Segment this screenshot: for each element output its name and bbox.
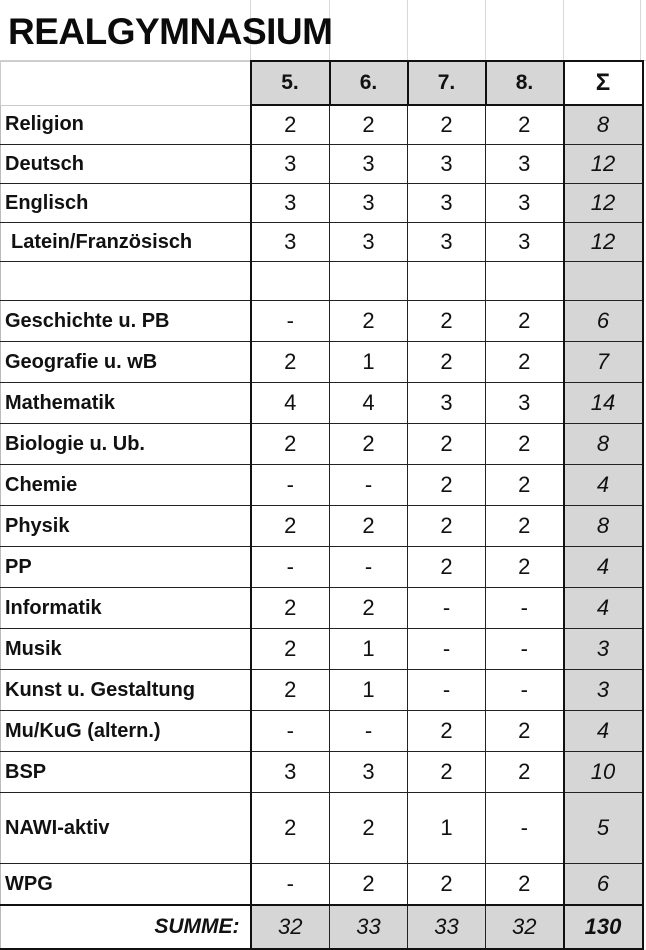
sum-cell[interactable]: 8 — [564, 506, 643, 547]
totals-label[interactable]: SUMME: — [1, 905, 251, 949]
table-row — [1, 184, 643, 223]
hours-cell[interactable]: - — [251, 301, 330, 342]
hours-cell[interactable]: 3 — [486, 145, 564, 184]
hours-cell[interactable]: 2 — [486, 752, 564, 793]
table-row — [1, 752, 643, 793]
hours-cell[interactable]: 2 — [486, 465, 564, 506]
subject-cell[interactable]: Kunst u. Gestaltung — [1, 670, 251, 711]
hours-cell[interactable]: 2 — [330, 301, 408, 342]
table-row — [1, 383, 643, 424]
grand-total-cell[interactable]: 130 — [564, 905, 643, 949]
sheet-title: REALGYMNASIUM — [8, 11, 333, 52]
hours-cell[interactable] — [251, 262, 330, 301]
hours-cell[interactable]: 3 — [330, 752, 408, 793]
hours-cell[interactable]: - — [251, 465, 330, 506]
hours-cell[interactable]: 2 — [251, 506, 330, 547]
hours-cell[interactable]: 3 — [486, 223, 564, 262]
total-cell[interactable]: 32 — [486, 905, 564, 949]
sum-cell[interactable]: 5 — [564, 793, 643, 864]
sum-cell[interactable]: 10 — [564, 752, 643, 793]
hours-cell[interactable]: 3 — [330, 145, 408, 184]
subject-cell[interactable]: Geografie u. wB — [1, 342, 251, 383]
hours-cell[interactable]: 3 — [330, 223, 408, 262]
hours-cell[interactable]: - — [251, 711, 330, 752]
hours-cell[interactable] — [486, 262, 564, 301]
table-row — [1, 262, 643, 301]
table-row — [1, 711, 643, 752]
hours-cell[interactable]: 2 — [408, 752, 486, 793]
hours-cell[interactable]: - — [251, 547, 330, 588]
sum-cell[interactable]: 4 — [564, 711, 643, 752]
hours-cell[interactable]: 3 — [251, 752, 330, 793]
timetable — [0, 60, 644, 950]
hours-cell[interactable]: - — [330, 547, 408, 588]
subject-cell[interactable]: Deutsch — [1, 145, 251, 184]
hours-cell[interactable]: 2 — [251, 793, 330, 864]
hours-cell[interactable]: - — [408, 629, 486, 670]
hours-cell[interactable]: 2 — [486, 105, 564, 145]
subject-cell[interactable]: Latein/Französisch — [1, 223, 251, 262]
subject-cell[interactable]: BSP — [1, 752, 251, 793]
sum-cell[interactable]: 12 — [564, 145, 643, 184]
hours-cell[interactable]: 2 — [251, 629, 330, 670]
hours-cell[interactable]: 3 — [251, 145, 330, 184]
subject-cell[interactable]: Englisch — [1, 184, 251, 223]
grade-header[interactable]: 5. — [251, 61, 330, 105]
table-row — [1, 670, 643, 711]
hours-cell[interactable] — [408, 262, 486, 301]
table-row — [1, 342, 643, 383]
sum-cell[interactable]: 7 — [564, 342, 643, 383]
sum-cell[interactable] — [564, 262, 643, 301]
subject-cell[interactable]: Chemie — [1, 465, 251, 506]
table-row — [1, 864, 643, 906]
sum-cell[interactable]: 12 — [564, 223, 643, 262]
sum-cell[interactable]: 3 — [564, 670, 643, 711]
hours-cell[interactable]: - — [408, 588, 486, 629]
hours-cell[interactable]: 2 — [251, 670, 330, 711]
hours-cell[interactable]: 2 — [251, 105, 330, 145]
sum-cell[interactable]: 8 — [564, 105, 643, 145]
sum-cell[interactable]: 8 — [564, 424, 643, 465]
table-row — [1, 629, 643, 670]
grade-header[interactable]: 6. — [330, 61, 408, 105]
sum-header[interactable]: Σ — [564, 61, 643, 105]
hours-cell[interactable]: 1 — [330, 342, 408, 383]
hours-cell[interactable]: 2 — [251, 424, 330, 465]
grade-header[interactable]: 8. — [486, 61, 564, 105]
table-row — [1, 424, 643, 465]
subject-cell[interactable]: Mathematik — [1, 383, 251, 424]
gridline — [485, 0, 486, 60]
sum-cell[interactable]: 3 — [564, 629, 643, 670]
totals-row — [1, 905, 643, 949]
sum-cell[interactable]: 4 — [564, 588, 643, 629]
subject-cell[interactable]: Religion — [1, 105, 251, 145]
header-row — [1, 61, 643, 105]
hours-cell[interactable]: 3 — [408, 184, 486, 223]
sum-cell[interactable]: 4 — [564, 547, 643, 588]
gridline — [407, 0, 408, 60]
total-cell[interactable]: 32 — [251, 905, 330, 949]
hours-cell[interactable]: 2 — [330, 424, 408, 465]
hours-cell[interactable]: 2 — [408, 864, 486, 906]
sum-cell[interactable]: 12 — [564, 184, 643, 223]
subject-cell[interactable]: NAWI-aktiv — [1, 793, 251, 864]
hours-cell[interactable]: 2 — [486, 424, 564, 465]
hours-cell[interactable]: 2 — [408, 342, 486, 383]
hours-cell[interactable]: 3 — [251, 223, 330, 262]
hours-cell[interactable]: 2 — [486, 342, 564, 383]
table-row — [1, 105, 643, 145]
hours-cell[interactable]: 1 — [330, 629, 408, 670]
gridline — [563, 0, 564, 60]
hours-cell[interactable]: - — [330, 711, 408, 752]
hours-cell[interactable]: 2 — [408, 105, 486, 145]
hours-cell[interactable]: 3 — [486, 184, 564, 223]
hours-cell[interactable]: 2 — [408, 547, 486, 588]
total-cell[interactable]: 33 — [408, 905, 486, 949]
hours-cell[interactable]: 2 — [251, 588, 330, 629]
hours-cell[interactable]: 2 — [330, 588, 408, 629]
subject-cell[interactable]: Musik — [1, 629, 251, 670]
hours-cell[interactable]: 2 — [330, 105, 408, 145]
table-row — [1, 301, 643, 342]
table-row — [1, 793, 643, 864]
hours-cell[interactable]: 3 — [486, 383, 564, 424]
subject-cell[interactable]: WPG — [1, 864, 251, 906]
hours-cell[interactable]: 2 — [330, 793, 408, 864]
subject-cell[interactable]: Informatik — [1, 588, 251, 629]
subject-cell[interactable]: Physik — [1, 506, 251, 547]
hours-cell[interactable]: 2 — [330, 864, 408, 906]
hours-cell[interactable]: 2 — [408, 506, 486, 547]
hours-cell[interactable] — [330, 262, 408, 301]
header-blank-cell[interactable] — [1, 61, 251, 105]
table-row — [1, 547, 643, 588]
hours-cell[interactable]: 4 — [330, 383, 408, 424]
subject-cell[interactable]: PP — [1, 547, 251, 588]
table-row — [1, 465, 643, 506]
hours-cell[interactable]: 2 — [408, 424, 486, 465]
hours-cell[interactable]: 4 — [251, 383, 330, 424]
hours-cell[interactable]: 2 — [408, 301, 486, 342]
hours-cell[interactable]: 2 — [486, 301, 564, 342]
hours-cell[interactable]: - — [486, 588, 564, 629]
hours-cell[interactable]: 2 — [486, 547, 564, 588]
hours-cell[interactable]: 1 — [408, 793, 486, 864]
hours-cell[interactable]: - — [330, 465, 408, 506]
subject-cell[interactable]: Geschichte u. PB — [1, 301, 251, 342]
hours-cell[interactable]: - — [486, 793, 564, 864]
table-row — [1, 223, 643, 262]
table-row — [1, 588, 643, 629]
gridline — [640, 0, 641, 60]
hours-cell[interactable]: 2 — [251, 342, 330, 383]
table-row — [1, 145, 643, 184]
sum-cell[interactable]: 6 — [564, 864, 643, 906]
hours-cell[interactable]: 3 — [330, 184, 408, 223]
hours-cell[interactable]: 2 — [408, 465, 486, 506]
subject-cell[interactable]: Mu/KuG (altern.) — [1, 711, 251, 752]
hours-cell[interactable]: 2 — [330, 506, 408, 547]
hours-cell[interactable]: 3 — [408, 223, 486, 262]
subject-cell[interactable] — [1, 262, 251, 301]
hours-cell[interactable]: 2 — [486, 711, 564, 752]
hours-cell[interactable]: 3 — [408, 383, 486, 424]
grade-header[interactable]: 7. — [408, 61, 486, 105]
hours-cell[interactable]: - — [486, 670, 564, 711]
hours-cell[interactable]: 2 — [486, 864, 564, 906]
hours-cell[interactable]: - — [486, 629, 564, 670]
sum-cell[interactable]: 14 — [564, 383, 643, 424]
table-row — [1, 506, 643, 547]
hours-cell[interactable]: 3 — [408, 145, 486, 184]
subject-cell[interactable]: Biologie u. Ub. — [1, 424, 251, 465]
hours-cell[interactable]: 3 — [251, 184, 330, 223]
hours-cell[interactable]: - — [251, 864, 330, 906]
hours-cell[interactable]: 1 — [330, 670, 408, 711]
sum-cell[interactable]: 6 — [564, 301, 643, 342]
total-cell[interactable]: 33 — [330, 905, 408, 949]
hours-cell[interactable]: 2 — [408, 711, 486, 752]
hours-cell[interactable]: 2 — [486, 506, 564, 547]
hours-cell[interactable]: - — [408, 670, 486, 711]
sum-cell[interactable]: 4 — [564, 465, 643, 506]
